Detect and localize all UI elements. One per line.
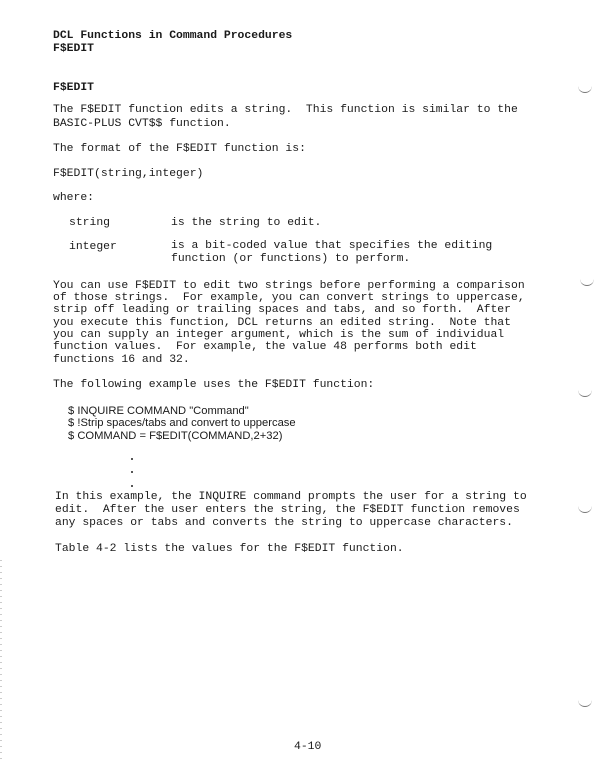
ellipsis-dot [131,485,133,487]
ellipsis-dot [131,458,133,460]
usage-line-6: function values. For example, the value 48 performs both edit [53,341,477,353]
explanation-line-1: In this example, the INQUIRE command prompts the user for a string to [55,491,527,503]
explanation-line-3: any spaces or tabs and converts the string to uppercase characters. [55,517,513,529]
format-line: The format of the F$EDIT function is: [53,143,306,155]
usage-line-7: functions 16 and 32. [53,354,190,366]
usage-line-1: You can use F$EDIT to edit two strings before performing a comparison [53,280,525,292]
page-number: 4-10 [294,741,322,753]
intro-line-2: BASIC-PLUS CVT$$ function. [53,118,231,130]
usage-line-2: of those strings. For example, you can convert strings to uppercase, [53,292,525,304]
code-line-1: $ INQUIRE COMMAND "Command" [68,405,249,417]
param-name-string: string [69,217,111,229]
param-name-integer: integer [69,241,117,253]
table-reference: Table 4-2 lists the values for the F$EDIT function. [55,543,404,555]
margin-mark [578,700,592,707]
code-line-2: $ !Strip spaces/tabs and convert to uppercase [68,417,296,429]
section-title: F$EDIT [53,82,95,94]
margin-mark [578,390,592,397]
usage-line-3: strip off leading or trailing spaces and tabs, and so forth. After [53,304,511,316]
running-header-subtitle: F$EDIT [53,43,95,55]
margin-mark [578,506,592,513]
intro-line-1: The F$EDIT function edits a string. This function is similar to the [53,104,518,116]
param-desc-string: is the string to edit. [171,217,322,229]
param-desc-integer-1: is a bit-coded value that specifies the editing [171,240,493,252]
code-line-3: $ COMMAND = F$EDIT(COMMAND,2+32) [68,430,283,442]
margin-mark [580,279,594,286]
usage-line-5: you can supply an integer argument, which is the sum of individual [53,329,505,341]
param-desc-integer-2: function (or functions) to perform. [171,253,411,265]
usage-line-4: you execute this function, DCL returns an edited string. Note that [53,317,511,329]
where-label: where: [53,192,95,204]
example-intro: The following example uses the F$EDIT function: [53,379,375,391]
margin-mark [578,86,592,93]
scan-edge [0,560,2,760]
ellipsis-dot [131,471,133,473]
running-header-title: DCL Functions in Command Procedures [53,30,293,42]
explanation-line-2: edit. After the user enters the string, the F$EDIT function removes [55,504,520,516]
syntax-line: F$EDIT(string,integer) [53,168,204,180]
